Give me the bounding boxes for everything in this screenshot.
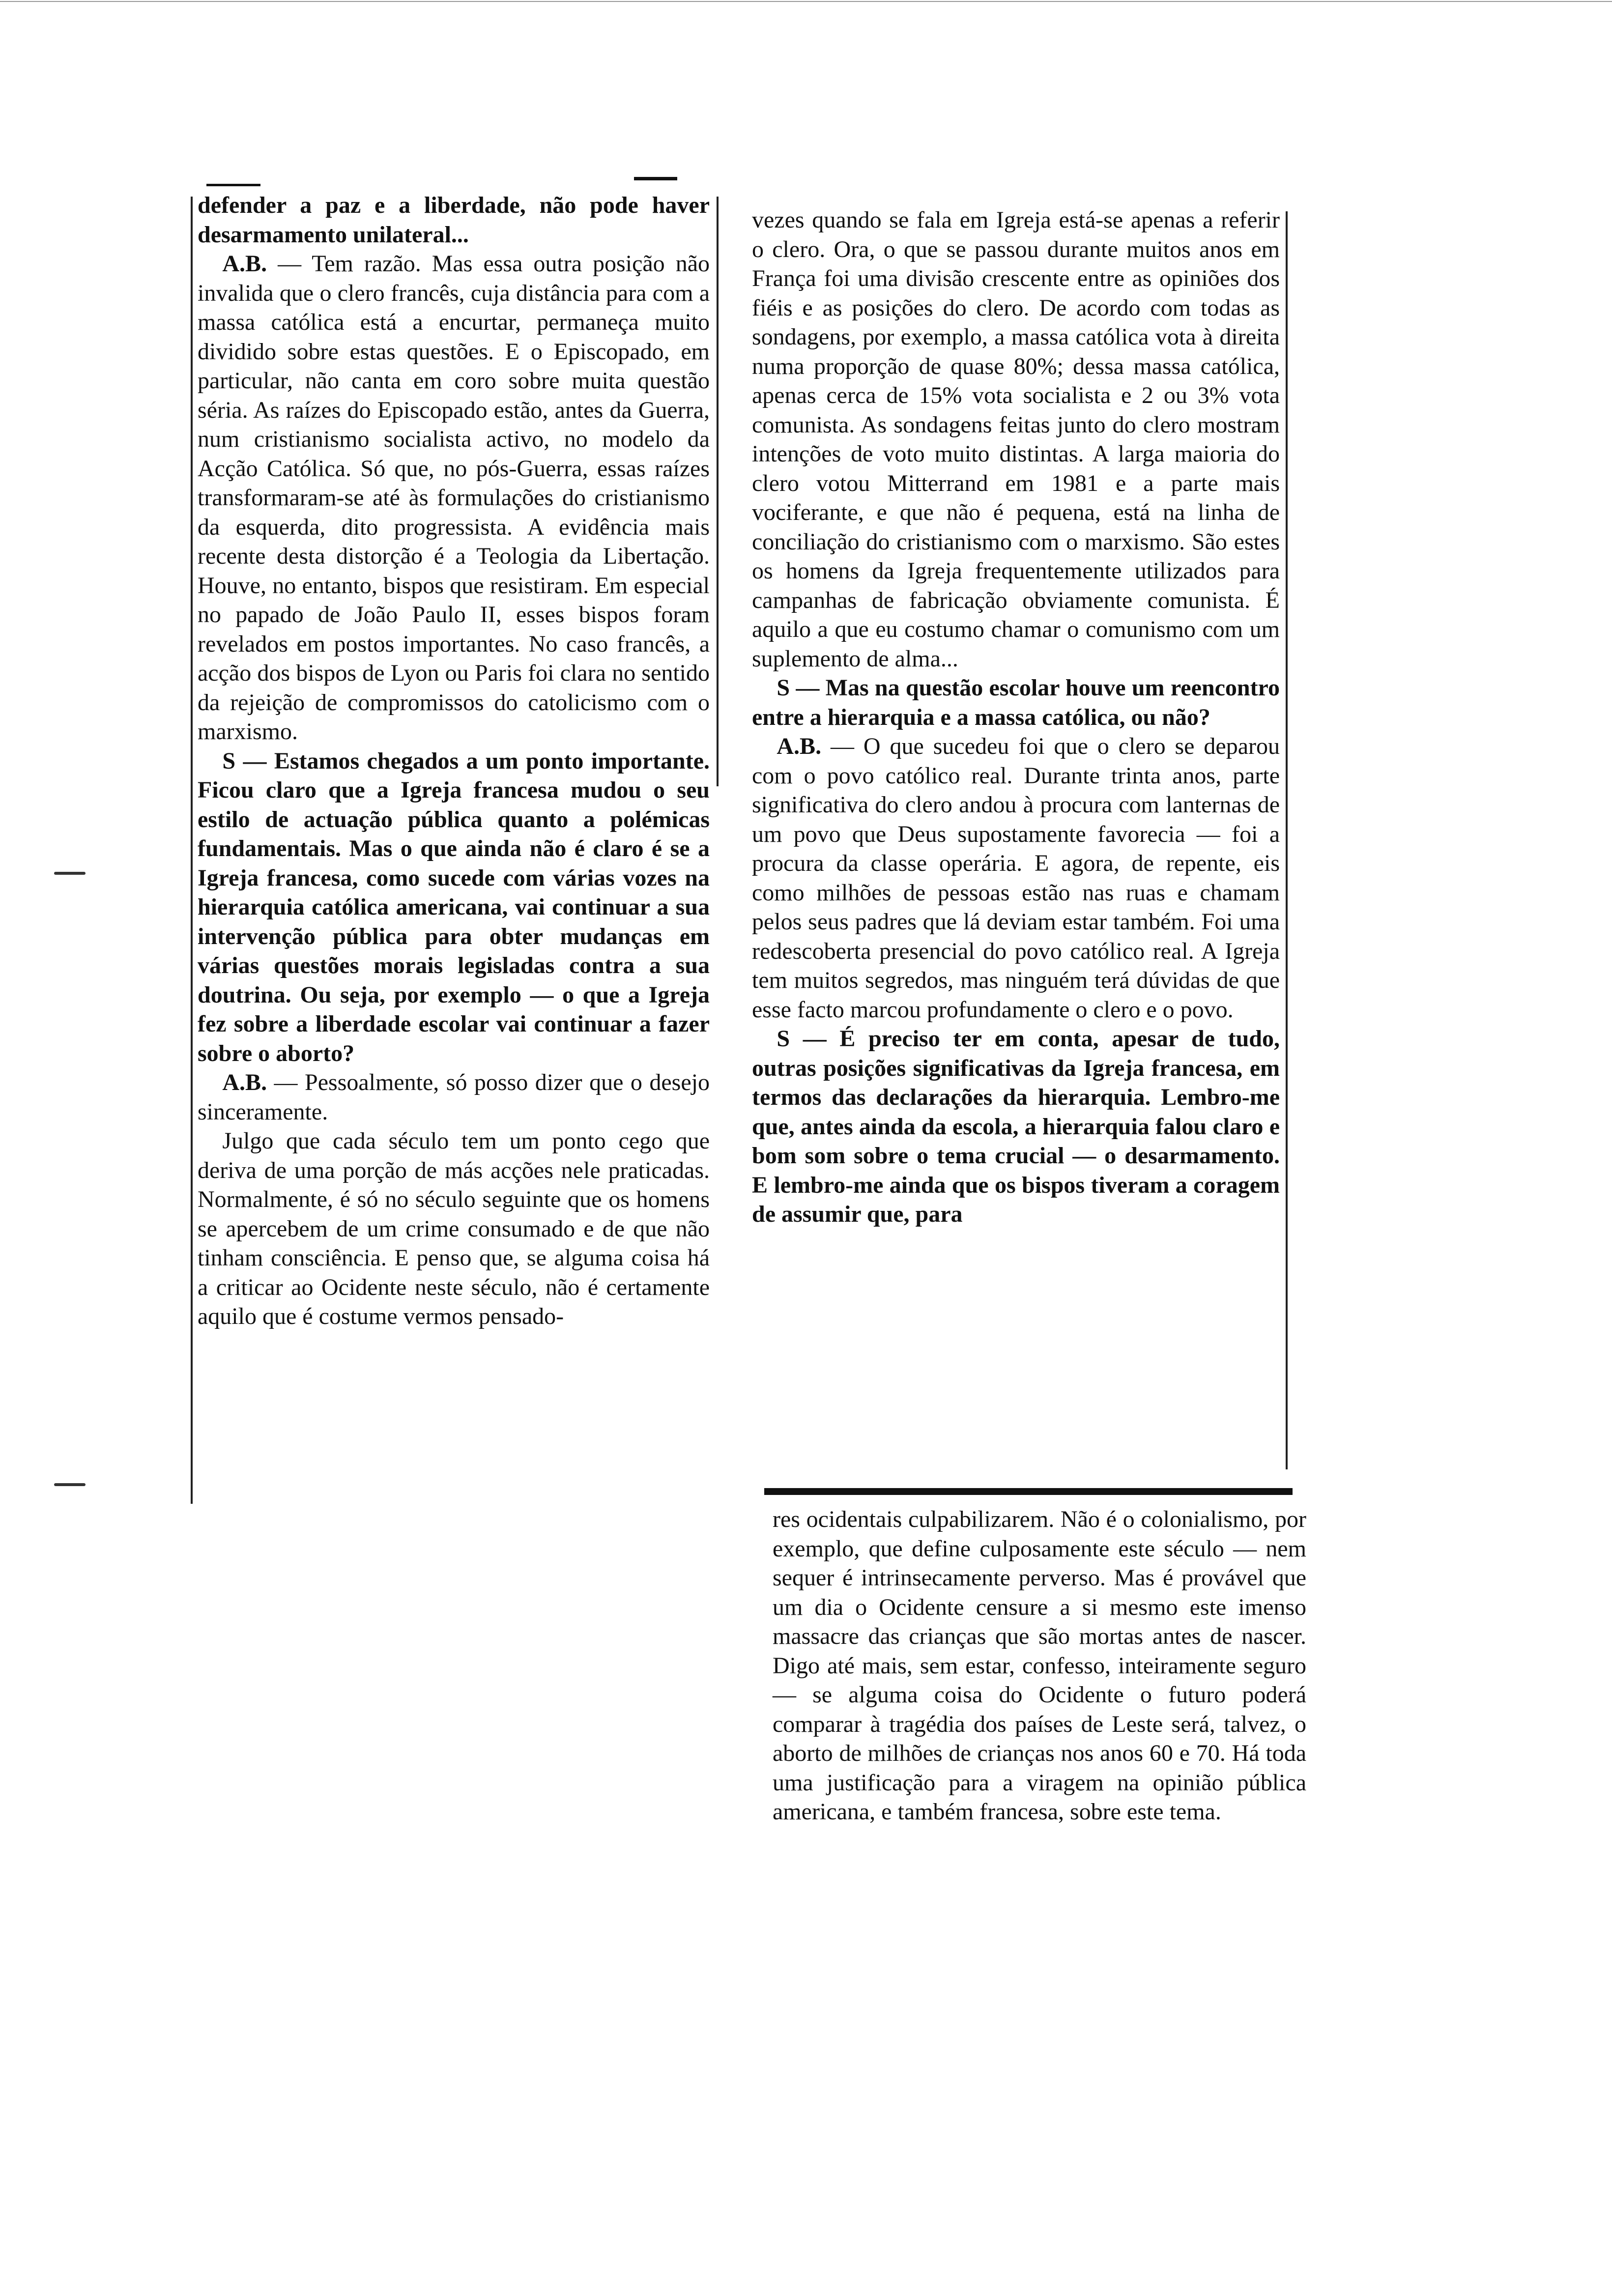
mid-column-right-border bbox=[1286, 211, 1288, 1469]
paragraph bbox=[198, 1068, 710, 1126]
text-column-middle bbox=[752, 205, 1280, 1229]
question-paragraph: S — Mas na questão escolar houve um reencontro entre a hierarquia e a massa católica, ou não? bbox=[752, 675, 1280, 730]
answer-text: — Pessoalmente, só posso dizer que o desejo sinceramente. bbox=[198, 1069, 710, 1125]
question-paragraph: S — É preciso ter em conta, apesar de tudo, outras posições significativas da Igreja francesa, em termos das declarações da hierarquia. Lembro-me que, antes ainda da escola, a hierarquia falou claro e bom som sobre o tema crucial — o desarmamento. E lembro-me ainda que os bispos tiveram a coragem de assumir que, para bbox=[752, 1026, 1280, 1227]
margin-mark-upper bbox=[54, 872, 86, 875]
paragraph: res ocidentais culpabilizarem. Não é o colonialismo, por exemplo, que define culposamente este século — nem sequer é intrinsecamente perverso. Mas é provável que um dia o Ocidente censure a si mesmo este imenso massacre das crianças que são mortas antes de nascer. Digo até mais, sem estar, confesso, inteiramente seguro — se alguma coisa do Ocidente o futuro poderá comparar à tragédia dos países de Leste será, talvez, o aborto de milhões de crianças nos anos 60 e 70. Há toda uma justificação para a viragem na opinião pública americana, e também francesa, sobre este tema. bbox=[773, 1506, 1306, 1825]
paragraph bbox=[752, 732, 1280, 1024]
speaker-label: A.B. bbox=[222, 251, 267, 277]
question-paragraph: S — Estamos chegados a um ponto importante. Ficou claro que a Igreja francesa mudou o seu estilo de actuação pública quanto a polémicas fundamentais. Mas o que ainda não é claro é se a Igreja francesa, como sucede com várias vozes na hierarquia católica americana, vai continuar a sua intervenção pública para obter mudanças em várias questões morais legisladas contra a sua doutrina. Ou seja, por exemplo — o que a Igreja fez sobre a liberdade escolar vai continuar a fazer sobre o aborto? bbox=[198, 747, 710, 1066]
answer-text: — O que sucedeu foi que o clero se deparou com o povo católico real. Durante trinta anos, parte significativa do clero andou à procura com lanternas de um povo que Deus supostamente favorecia — foi a procura da classe operária. E agora, de repente, eis como milhões de pessoas estão nas ruas e chamam pelos seus padres que lá deviam estar também. Foi uma redescoberta presencial do povo católico real. A Igreja tem muitos segredos, mas ninguém terá dúvidas de que esse facto marcou profundamente o clero e o povo. bbox=[752, 733, 1280, 1023]
left-corner-mark bbox=[206, 184, 260, 186]
top-margin-line bbox=[0, 1, 1612, 2]
text-column-continuation bbox=[773, 1505, 1306, 1827]
paragraph bbox=[198, 249, 710, 746]
text-column-left bbox=[198, 191, 710, 1331]
speaker-label: A.B. bbox=[777, 733, 822, 759]
speaker-label: A.B. bbox=[222, 1069, 267, 1095]
column-top-rule bbox=[634, 177, 677, 180]
margin-mark-lower bbox=[54, 1483, 86, 1486]
left-column-border bbox=[191, 197, 193, 1504]
answer-text: — Tem razão. Mas essa outra posição não invalida que o clero francês, cuja distância para com a massa católica está a encurtar, permaneça muito dividido sobre estas questões. E o Episcopado, em particular, não canta em coro sobre muita questão séria. As raízes do Episcopado estão, antes da Guerra, num cristianismo socialista activo, no modelo da Acção Católica. Só que, no pós-Guerra, essas raízes transformaram-se até às formulações do cristianismo da esquerda, dito progressista. A evidência mais recente desta distorção é a Teologia da Libertação. Houve, no entanto, bispos que resistiram. Em especial no papado de João Paulo II, esses bispos foram revelados em postos importantes. No caso francês, a acção dos bispos de Lyon ou Paris foi clara no sentido da rejeição de compromissos do catolicismo com o marxismo. bbox=[198, 251, 710, 745]
left-column-right-border bbox=[717, 197, 719, 786]
paragraph: vezes quando se fala em Igreja está-se apenas a referir o clero. Ora, o que se passou durante muitos anos em França foi uma divisão crescente entre as opiniões dos fiéis e as posições do clero. De acordo com todas as sondagens, por exemplo, a massa católica vota à direita numa proporção de quase 80%; dessa massa católica, apenas cerca de 15% vota socialista e 2 ou 3% vota comunista. As sondagens feitas junto do clero mostram intenções de voto muito distintas. A larga maioria do clero votou Mitterrand em 1981 e a parte mais vociferante, e que não é pequena, está na linha de conciliação do cristianismo com o marxismo. São estes os homens da Igreja frequentemente utilizados para campanhas de fabricação obviamente comunista. É aquilo a que eu costumo chamar o comunismo com um suplemento de alma... bbox=[752, 207, 1280, 672]
paragraph: Julgo que cada século tem um ponto cego que deriva de uma porção de más acções nele praticadas. Normalmente, é só no século seguinte que os homens se apercebem de um crime consumado e de que não tinham consciência. E penso que, se alguma coisa há a criticar ao Ocidente neste século, não é certamente aquilo que é costume vermos pensado- bbox=[198, 1128, 710, 1329]
paragraph: defender a paz e a liberdade, não pode haver desarmamento unilateral... bbox=[198, 192, 710, 248]
mid-column-bottom-rule bbox=[764, 1488, 1293, 1495]
